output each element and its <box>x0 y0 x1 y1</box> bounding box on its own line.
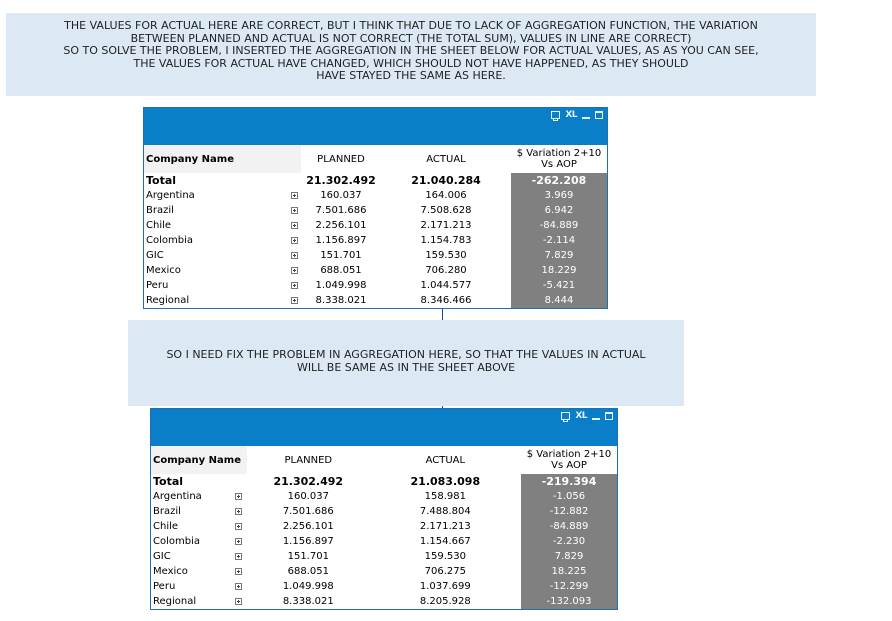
total-planned: 21.302.492 <box>273 475 344 488</box>
planned-value: 8.338.021 <box>315 295 367 306</box>
minimize-icon[interactable] <box>592 411 600 421</box>
print-icon[interactable] <box>551 110 560 120</box>
table-row <box>144 293 607 308</box>
panel-caption[interactable] <box>151 409 617 446</box>
expand-icon[interactable] <box>231 534 247 549</box>
variation-value: -132.093 <box>521 594 617 609</box>
note-line: SO TO SOLVE THE PROBLEM, I INSERTED THE AGGREGATION IN THE SHEET BELOW FOR ACTUAL VALUES, AS AS YOU CAN SEE, <box>63 44 759 57</box>
planned-value: 2.256.101 <box>315 220 367 231</box>
planned-value: 160.037 <box>320 190 362 201</box>
table-row <box>151 549 617 564</box>
actual-value: 8.346.466 <box>420 295 472 306</box>
variation-value: 7.829 <box>521 549 617 564</box>
company-name: Peru <box>146 280 169 291</box>
header-variation-line2: Vs AOP <box>551 460 587 471</box>
expand-icon[interactable] <box>287 203 301 218</box>
variation-value: -1.056 <box>521 489 617 504</box>
table-row <box>151 489 617 504</box>
total-planned: 21.302.492 <box>306 174 376 187</box>
header-company-name[interactable]: Company Name <box>144 145 301 173</box>
expand-icon[interactable] <box>231 489 247 504</box>
planned-value: 7.501.686 <box>315 205 367 216</box>
note-line: HAVE STAYED THE SAME AS HERE. <box>316 69 506 82</box>
planned-value: 1.156.897 <box>315 235 367 246</box>
pivot-table <box>151 446 617 609</box>
actual-value: 7.488.804 <box>419 506 471 517</box>
variation-value: -84.889 <box>511 218 607 233</box>
note-line: THE VALUES FOR ACTUAL HERE ARE CORRECT, BUT I THINK THAT DUE TO LACK OF AGGREGATION FUNCTION, THE VARIATION <box>64 19 758 32</box>
table-row <box>144 263 607 278</box>
planned-value: 151.701 <box>320 250 362 261</box>
expand-icon[interactable] <box>231 579 247 594</box>
planned-value: 7.501.686 <box>282 506 334 517</box>
table-row <box>144 218 607 233</box>
variation-value: 8.444 <box>511 293 607 308</box>
actual-value: 1.037.699 <box>419 581 471 592</box>
pivot-table-panel-bottom[interactable] <box>150 408 618 610</box>
company-name: GIC <box>146 250 164 261</box>
actual-value: 1.044.577 <box>420 280 472 291</box>
note-line: SO I NEED FIX THE PROBLEM IN AGGREGATION HERE, SO THAT THE VALUES IN ACTUAL <box>166 348 646 361</box>
company-name: Regional <box>146 295 190 306</box>
expand-icon[interactable] <box>287 218 301 233</box>
maximize-icon[interactable] <box>595 110 603 120</box>
expand-icon[interactable] <box>287 233 301 248</box>
header-variation-line1: $ Variation 2+10 <box>526 449 612 460</box>
table-row <box>151 519 617 534</box>
table-row <box>144 188 607 203</box>
excel-export-icon[interactable]: XL <box>575 411 587 421</box>
company-name: Argentina <box>146 190 195 201</box>
table-row <box>144 278 607 293</box>
company-name: Chile <box>146 220 172 231</box>
header-variation[interactable] <box>521 446 617 474</box>
expand-icon[interactable] <box>231 504 247 519</box>
table-header-row <box>151 446 617 474</box>
variation-value: 7.829 <box>511 248 607 263</box>
planned-value: 688.051 <box>320 265 362 276</box>
actual-value: 1.154.667 <box>419 536 471 547</box>
company-name: Brazil <box>153 506 181 517</box>
company-name: Peru <box>153 581 176 592</box>
actual-value: 706.280 <box>425 265 467 276</box>
header-variation[interactable] <box>511 145 607 173</box>
header-planned[interactable]: PLANNED <box>247 446 370 474</box>
actual-value: 158.981 <box>424 491 466 502</box>
table-row <box>151 579 617 594</box>
panel-caption[interactable] <box>144 108 607 145</box>
total-label: Total <box>146 174 177 187</box>
annotation-note-top <box>6 13 816 96</box>
planned-value: 160.037 <box>287 491 329 502</box>
pivot-table-panel-top[interactable] <box>143 107 608 309</box>
total-variation: -219.394 <box>521 474 617 489</box>
actual-value: 2.171.213 <box>419 521 471 532</box>
planned-value: 2.256.101 <box>282 521 334 532</box>
expand-icon[interactable] <box>231 519 247 534</box>
header-variation-line2: Vs AOP <box>541 159 577 170</box>
total-label: Total <box>153 475 184 488</box>
excel-export-icon[interactable]: XL <box>565 110 577 120</box>
note-line: WILL BE SAME AS IN THE SHEET ABOVE <box>296 360 516 374</box>
table-header-row <box>144 145 607 173</box>
header-planned[interactable]: PLANNED <box>301 145 381 173</box>
total-variation: -262.208 <box>511 173 607 188</box>
table-row <box>144 248 607 263</box>
expand-icon[interactable] <box>231 564 247 579</box>
company-name: GIC <box>153 551 171 562</box>
table-row <box>151 504 617 519</box>
actual-value: 159.530 <box>424 551 466 562</box>
expand-icon[interactable] <box>231 594 247 609</box>
total-actual: 21.083.098 <box>410 475 481 488</box>
variation-value: -2.230 <box>521 534 617 549</box>
table-row <box>144 203 607 218</box>
note-line: THE VALUES FOR ACTUAL HAVE CHANGED, WHICH SHOULD NOT HAVE HAPPENED, AS THEY SHOULD <box>133 56 689 70</box>
company-name: Mexico <box>153 566 188 577</box>
variation-value: 18.229 <box>511 263 607 278</box>
actual-value: 159.530 <box>425 250 467 261</box>
company-name: Mexico <box>146 265 181 276</box>
variation-value: -5.421 <box>511 278 607 293</box>
variation-value: 18.225 <box>521 564 617 579</box>
variation-value: -84.889 <box>521 519 617 534</box>
actual-value: 2.171.213 <box>420 220 472 231</box>
actual-value: 1.154.783 <box>420 235 472 246</box>
note-line: BETWEEN PLANNED AND ACTUAL IS NOT CORRECT (THE TOTAL SUM), VALUES IN LINE ARE CORRECT) <box>130 31 692 45</box>
actual-value: 7.508.628 <box>420 205 472 216</box>
table-row <box>151 564 617 579</box>
company-name: Brazil <box>146 205 174 216</box>
minimize-icon[interactable] <box>582 110 590 120</box>
annotation-note-middle <box>128 320 684 406</box>
variation-value: 6.942 <box>511 203 607 218</box>
planned-value: 1.049.998 <box>315 280 367 291</box>
planned-value: 8.338.021 <box>282 596 334 607</box>
total-row <box>151 474 617 489</box>
variation-value: -12.882 <box>521 504 617 519</box>
company-name: Colombia <box>153 536 200 547</box>
company-name: Colombia <box>146 235 193 246</box>
company-name: Argentina <box>153 491 202 502</box>
table-row <box>151 534 617 549</box>
planned-value: 688.051 <box>287 566 329 577</box>
actual-value: 706.275 <box>424 566 466 577</box>
variation-value: -12.299 <box>521 579 617 594</box>
total-row <box>144 173 607 188</box>
header-variation-line1: $ Variation 2+10 <box>516 148 602 159</box>
actual-value: 8.205.928 <box>419 596 471 607</box>
planned-value: 151.701 <box>287 551 329 562</box>
expand-icon[interactable] <box>287 263 301 278</box>
header-actual[interactable]: ACTUAL <box>370 446 521 474</box>
header-actual[interactable]: ACTUAL <box>381 145 511 173</box>
caption-toolbar <box>551 110 603 120</box>
pivot-table <box>144 145 607 308</box>
header-company-name[interactable]: Company Name <box>151 446 247 474</box>
planned-value: 1.049.998 <box>282 581 334 592</box>
variation-value: -2.114 <box>511 233 607 248</box>
expand-icon[interactable] <box>287 248 301 263</box>
expand-icon[interactable] <box>287 278 301 293</box>
expand-icon[interactable] <box>231 549 247 564</box>
company-name: Chile <box>153 521 179 532</box>
expand-icon[interactable] <box>287 188 301 203</box>
actual-value: 164.006 <box>425 190 467 201</box>
variation-value: 3.969 <box>511 188 607 203</box>
table-row <box>151 594 617 609</box>
print-icon[interactable] <box>561 411 570 421</box>
company-name: Regional <box>153 596 197 607</box>
caption-toolbar <box>561 411 613 421</box>
table-row <box>144 233 607 248</box>
maximize-icon[interactable] <box>605 411 613 421</box>
total-actual: 21.040.284 <box>411 174 481 187</box>
expand-icon[interactable] <box>287 293 301 308</box>
planned-value: 1.156.897 <box>282 536 334 547</box>
